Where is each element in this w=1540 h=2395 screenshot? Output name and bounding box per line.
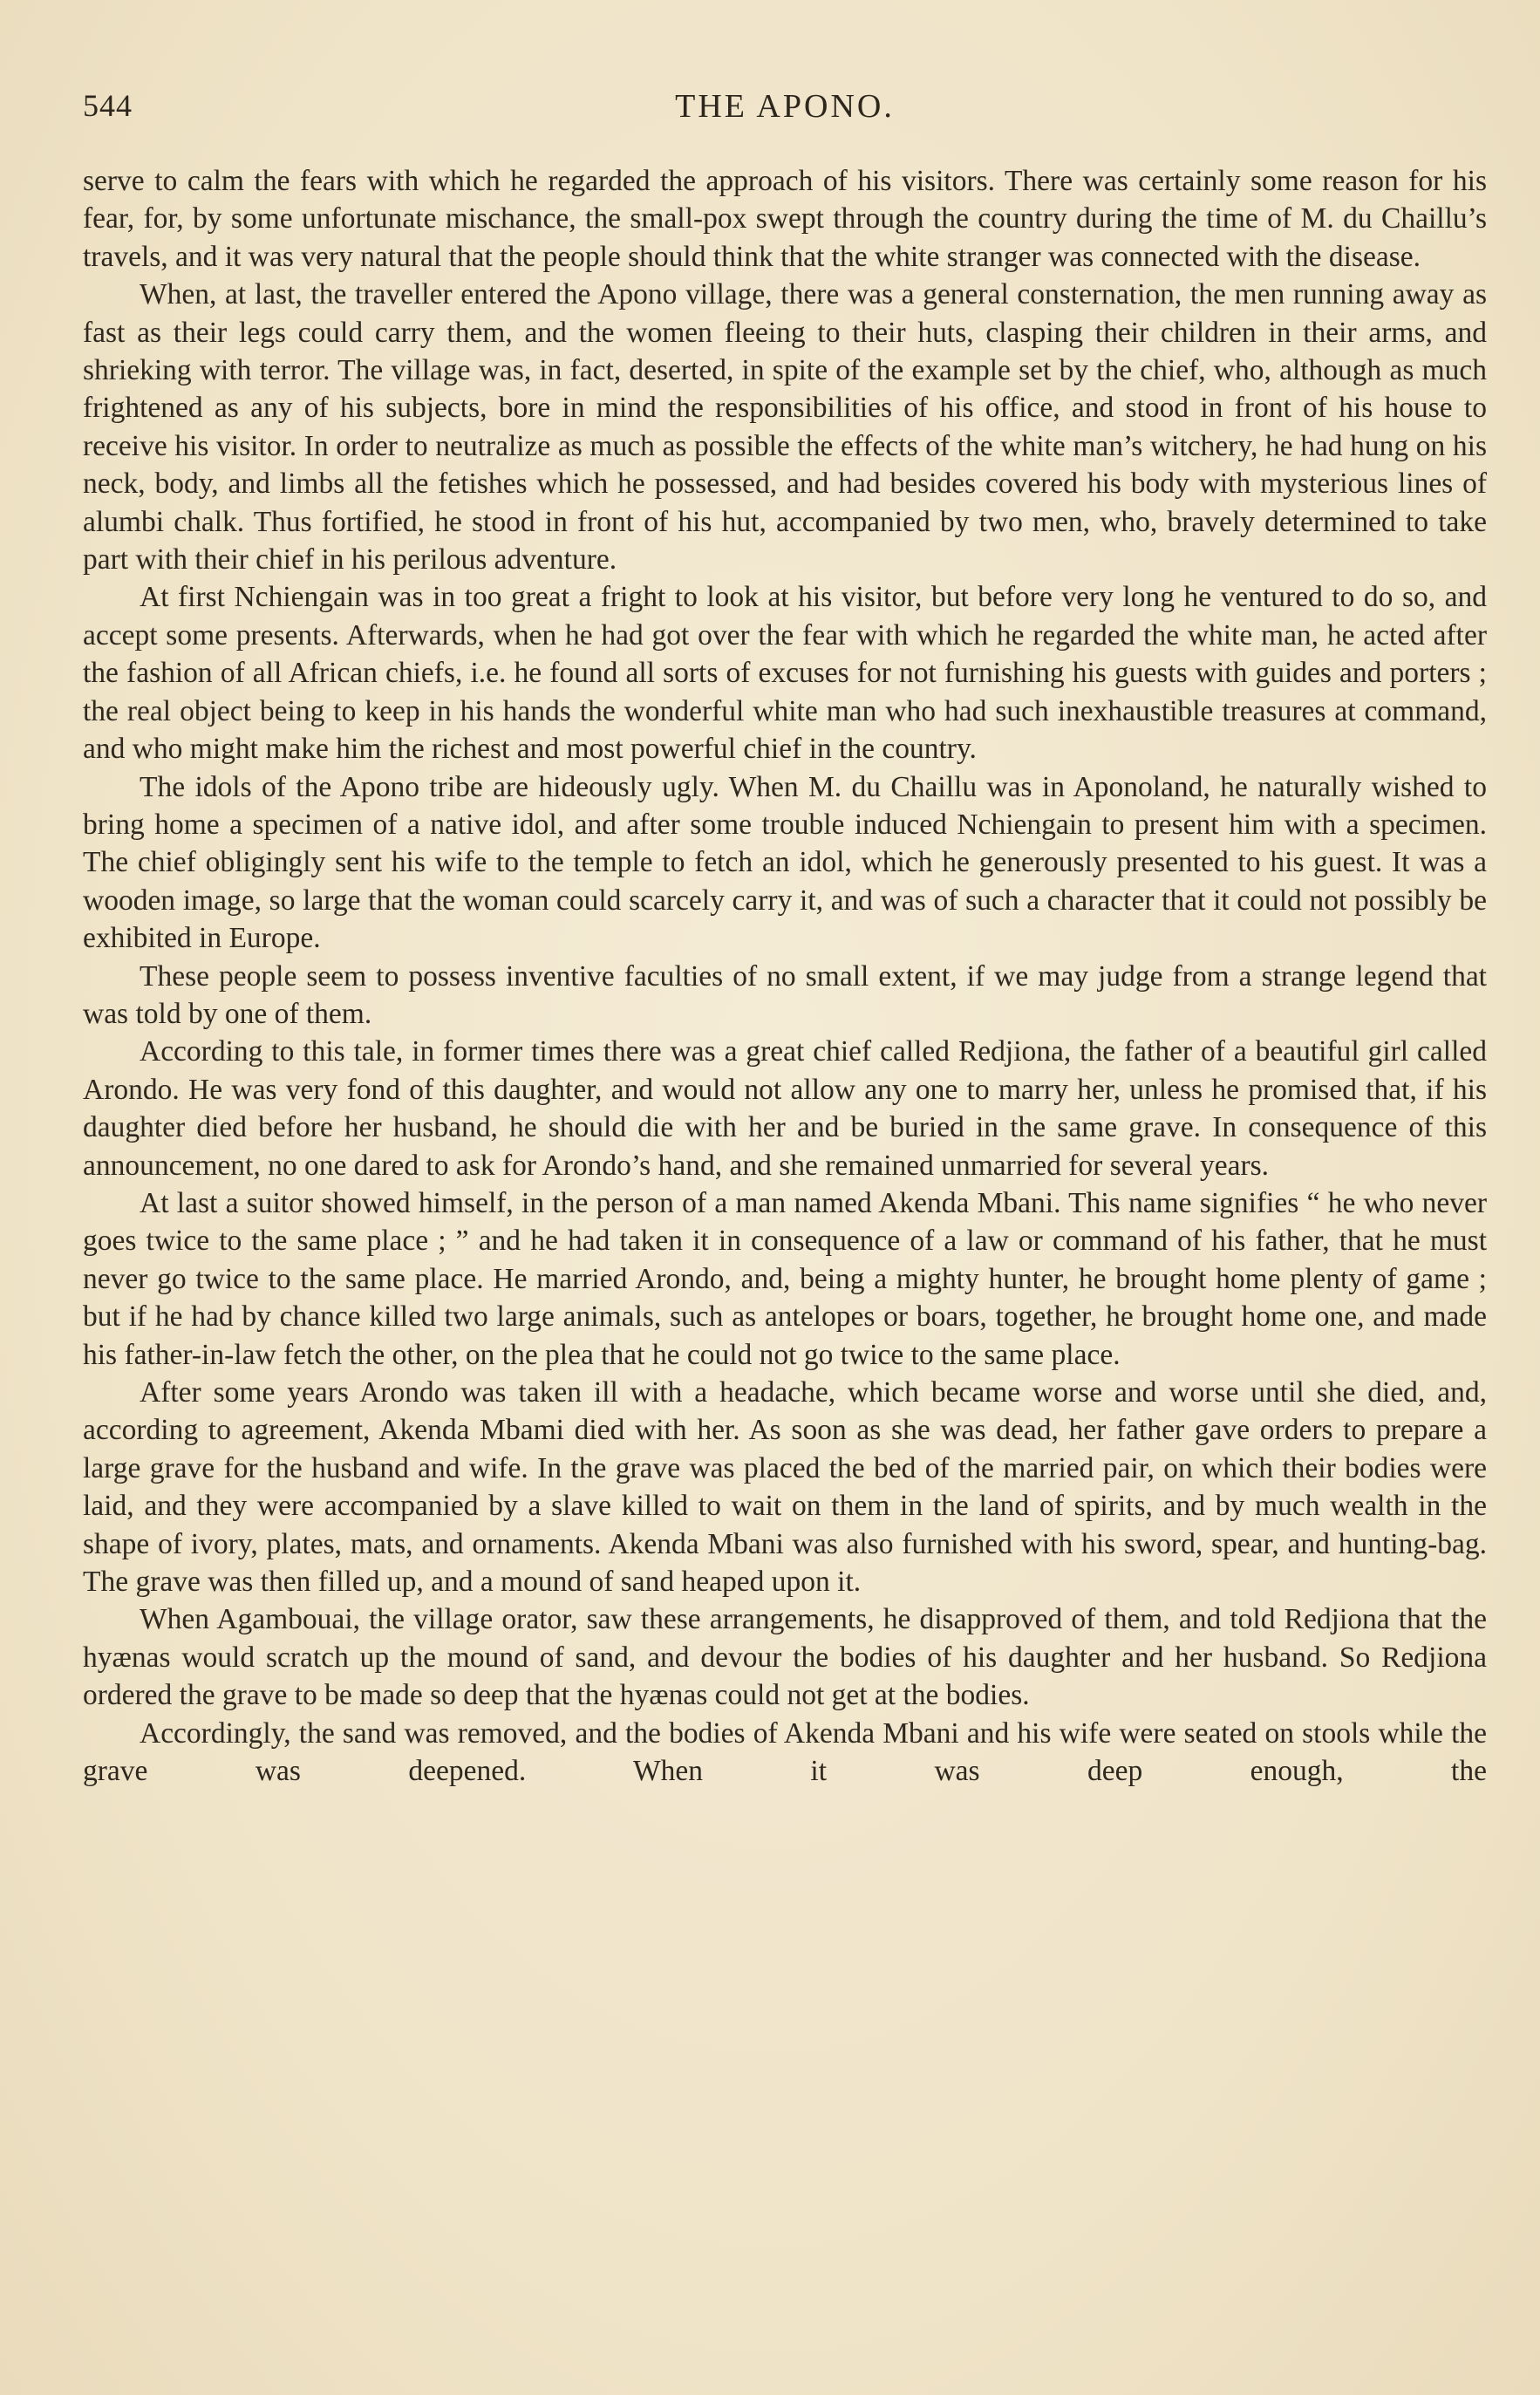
paragraph: At last a suitor showed himself, in the person of a man named Akenda Mbani. This name signifies “ he who never goes twice to the same place ; ” and he had taken it in consequence of a law or command of his father, that he must never go twice to the same place. He married Arondo, and, being a mighty hunter, he brought home plenty of game ; but if he had by chance killed two large animals, such as antelopes or boars, together, he brought home one, and made his father-in-law fetch the other, on the plea that he could not go twice to the same place.: [83, 1186, 1487, 1371]
paragraph: serve to calm the fears with which he regarded the approach of his visitors. There was certainly some reason for his fear, for, by some unfortunate mischance, the small-pox swept through the country during the time of M. du Chaillu’s travels, and it was very natural that the people should think that the white stranger was connected with the disease.: [83, 165, 1487, 273]
paragraph: At first Nchiengain was in too great a fright to look at his visitor, but before very long he ventured to do so, and accept some presents. Afterwards, when he had got over the fear with which he regarded the white man, he acted after the fashion of all African chiefs, i.e. he found all sorts of excuses for not furnishing his guests with guides and porters ; the real object being to keep in his hands the wonderful white man who had such inexhaustible treasures at command, and who might make him the richest and most powerful chief in the country.: [83, 581, 1487, 766]
paragraph: The idols of the Apono tribe are hideously ugly. When M. du Chaillu was in Aponoland, he naturally wished to bring home a specimen of a native idol, and after some trouble induced Nchiengain to present him with a specimen. The chief obligingly sent his wife to the temple to fetch an idol, which he generously presented to his guest. It was a wooden image, so large that the woman could scarcely carry it, and was of such a character that it could not possibly be exhibited in Europe.: [83, 770, 1487, 955]
paragraph: When, at last, the traveller entered the Apono village, there was a general consternation, the men running away as fast as their legs could carry them, and the women fleeing to their huts, clasping their children in their arms, and shrieking with terror. The village was, in fact, deserted, in spite of the example set by the chief, who, although as much frightened as any of his subjects, bore in mind the responsibilities of his office, and stood in front of his house to receive his visitor. In order to neutralize as much as possible the effects of the white man’s witchery, he had hung on his neck, body, and limbs all the fetishes which he possessed, and had besides covered his body with mysterious lines of alumbi chalk. Thus fortified, he stood in front of his hut, accompanied by two men, who, bravely determined to take part with their chief in his perilous adventure.: [83, 278, 1487, 577]
running-title: THE APONO.: [675, 88, 895, 125]
body-text: [83, 162, 1487, 1790]
paragraph: According to this tale, in former times there was a great chief called Redjiona, the father of a beautiful girl called Arondo. He was very fond of this daughter, and would not allow any one to marry her, unless he promised that, if his daughter died before her husband, he should die with her and be buried in the same grave. In consequence of this announcement, no one dared to ask for Arondo’s hand, and she remained unmarried for several years.: [83, 1035, 1487, 1182]
paragraph: Accordingly, the sand was removed, and the bodies of Akenda Mbani and his wife were seated on stools while the grave was deepened. When it was deep enough, the: [83, 1716, 1487, 1788]
paragraph: After some years Arondo was taken ill with a headache, which became worse and worse until she died, and, according to agreement, Akenda Mbami died with her. As soon as she was dead, her father gave orders to prepare a large grave for the husband and wife. In the grave was placed the bed of the married pair, on which their bodies were laid, and they were accompanied by a slave killed to wait on them in the land of spirits, and by much wealth in the shape of ivory, plates, mats, and ornaments. Akenda Mbani was also furnished with his sword, spear, and hunting-bag. The grave was then filled up, and a mound of sand heaped upon it.: [83, 1376, 1487, 1599]
page-header: [83, 87, 1487, 140]
page-number: 544: [83, 88, 133, 123]
paragraph: When Agambouai, the village orator, saw these arrangements, he disapproved of them, and told Redjiona that the hyænas would scratch up the mound of sand, and devour the bodies of his daughter and her husband. So Redjiona ordered the grave to be made so deep that the hyænas could not get at the bodies.: [83, 1603, 1487, 1712]
paragraph: These people seem to possess inventive faculties of no small extent, if we may judge from a strange legend that was told by one of them.: [83, 959, 1487, 1030]
